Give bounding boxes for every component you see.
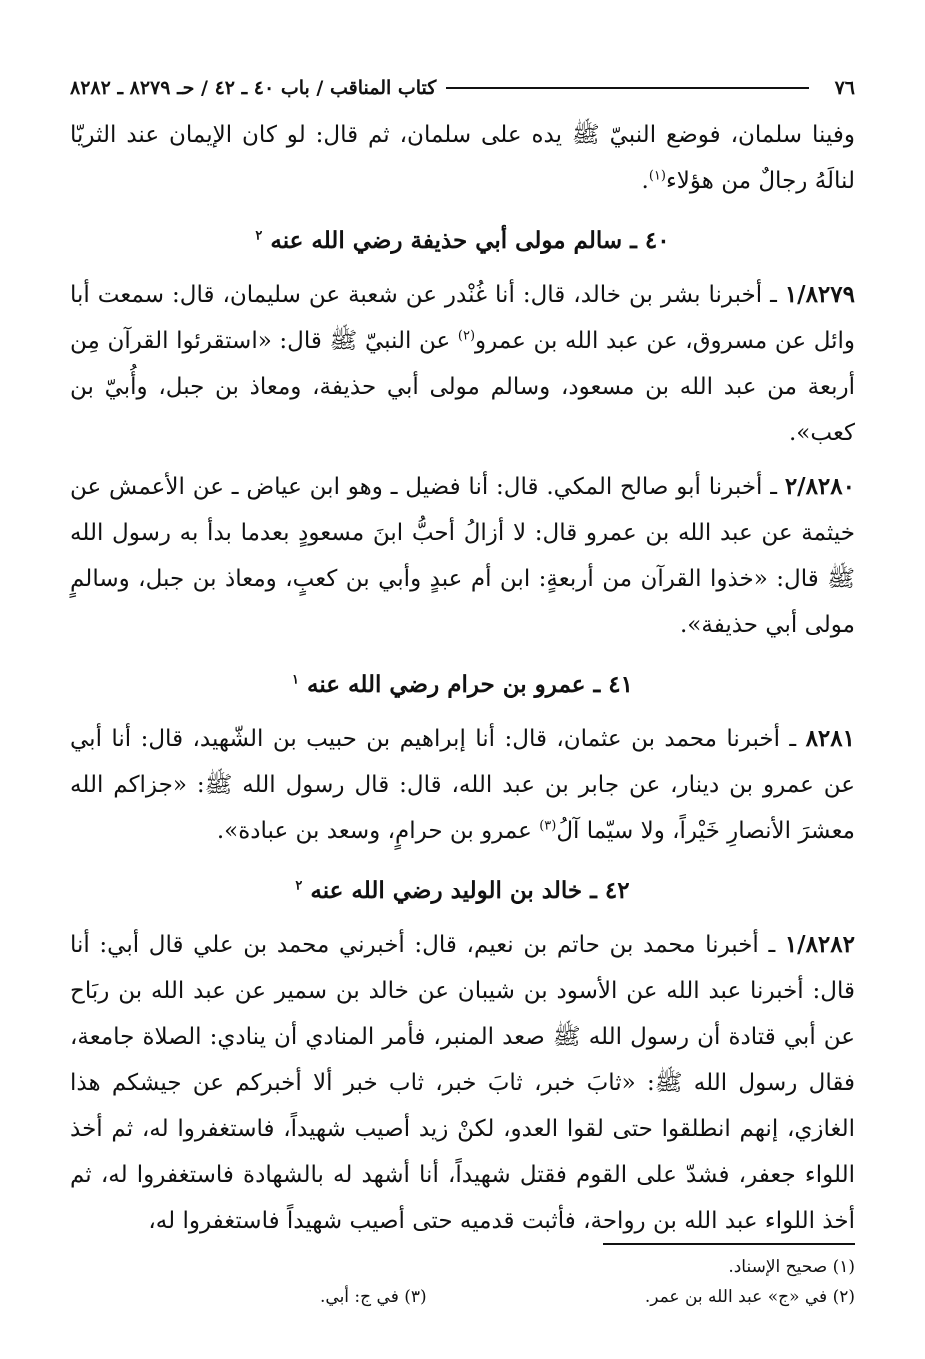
section-heading-42: ٤٢ ـ خالد بن الوليد رضي الله عنه $^٢$ bbox=[295, 877, 630, 904]
page-number: ٧٦ bbox=[834, 77, 855, 99]
hadith-8281: ٨٢٨١ ـ أخبرنا محمد بن عثمان، قال: أنا إبراهيم بن حبيب بن الشّهيد، قال: أنا أبي عن عمرو بن دينار، عن جابر بن عبد الله، قال: قال رسول الله ﷺ: «جزاكم الله معشرَ الأنصارِ خَيْراً، ولا سيّما آلُ$^{(٣)}$ عمرو بن حرامٍ، وسعد بن عبادة». bbox=[70, 725, 855, 844]
running-title: كتاب المناقب / باب ٤٠ ـ ٤٢ / حـ ٨٢٧٩ ـ ٨٢٨٢ bbox=[70, 77, 437, 99]
footnote-ref: (١) bbox=[648, 168, 666, 184]
footnote-rule bbox=[603, 1243, 855, 1245]
footnote-1: (١) صحيح الإسناد. bbox=[728, 1257, 855, 1277]
hadith-8282: ١/٨٢٨٢ ـ أخبرنا محمد بن حاتم بن نعيم، قال: أخبرني محمد بن علي قال أبي: أنا قال: أخبرنا عبد الله عن الأسود بن شيبان عن خالد بن سمير عن عبد الله بن ربَاح عن أبي قتادة أن رسول الله ﷺ صعد المنبر، فأمر المنادي أن ينادي: الصلاة جامعة، فقال رسول الله ﷺ: «ثابَ خبر، ثابَ خبر، ثاب خبر ألا أخبركم عن جيشكم هذا الغازي، إنهم انطلقوا حتى لقوا العدو، لكنْ زيد أصيب شهيداً، فاستغفروا له، ثم أخذ اللواء جعفر، فشدّ على القوم فقتل شهيداً، أنا أشهد له بالشهادة فاستغفروا له، ثم أخذ اللواء عبد الله بن رواحة، فأثبت قدميه حتى أصيب شهيداً فاستغفروا له، bbox=[70, 931, 855, 1234]
footnote-ref: ٢ bbox=[255, 228, 263, 244]
hadith-8279: ١/٨٢٧٩ ـ أخبرنا بشر بن خالد، قال: أنا غُنْدر عن شعبة عن سليمان، قال: سمعت أبا وائل عن مسروق، عن عبد الله بن عمرو$^{(٢)}$ عن النبيّ ﷺ قال: «استقرئوا القرآن مِن أربعة من عبد الله بن مسعود، وسالم مولى أبي حذيفة، ومعاذ بن جبل، وأُبيّ بن كعب». bbox=[70, 281, 856, 446]
section-heading-40: ٤٠ ـ سالم مولى أبي حذيفة رضي الله عنه $^٢$ bbox=[255, 227, 670, 254]
footnote-ref: ١ bbox=[292, 672, 300, 688]
hadith-number: ٢/٨٢٨٠ bbox=[784, 473, 855, 500]
header-rule bbox=[446, 87, 808, 89]
hadith-number: ١/٨٢٨٢ bbox=[784, 931, 855, 958]
footnote-ref: ٢ bbox=[295, 878, 303, 894]
page-body bbox=[70, 112, 855, 1244]
footnote-3: (٣) في ج: أبي. bbox=[320, 1287, 427, 1307]
hadith-number: ١/٨٢٧٩ bbox=[784, 281, 855, 308]
hadith-number: ٨٢٨١ bbox=[805, 725, 855, 752]
footnote-2: (٢) في «ج» عبد الله بن عمر. bbox=[644, 1287, 855, 1307]
footnotes bbox=[70, 1252, 855, 1312]
page-header bbox=[70, 70, 855, 106]
section-heading-41: ٤١ ـ عمرو بن حرام رضي الله عنه $^١$ bbox=[292, 671, 633, 698]
footnote-ref: (٣) bbox=[539, 818, 557, 834]
footnote-ref: (٢) bbox=[457, 328, 476, 344]
document-page bbox=[70, 70, 855, 1319]
hadith-8280: ٢/٨٢٨٠ ـ أخبرنا أبو صالح المكي. قال: أنا فضيل ـ وهو ابن عياض ـ عن الأعمش عن خيثمة عن عبد الله بن عمرو قال: لا أزالُ أحبُّ ابنَ مسعودٍ بعدما بدأ به رسول الله ﷺ قال: «خذوا القرآن من أربعةٍ: ابن أم عبدٍ وأبي بن كعبٍ، ومعاذ بن جبل، وسالمٍ مولى أبي حذيفة». bbox=[70, 473, 855, 638]
footnote-row bbox=[70, 1282, 855, 1312]
paragraph-intro: وفينا سلمان، فوضع النبيّ ﷺ يده على سلمان، ثم قال: لو كان الإيمان عند الثريّا لنالَهُ رجالٌ من هؤلاء$^{(١)}$. bbox=[70, 122, 855, 194]
